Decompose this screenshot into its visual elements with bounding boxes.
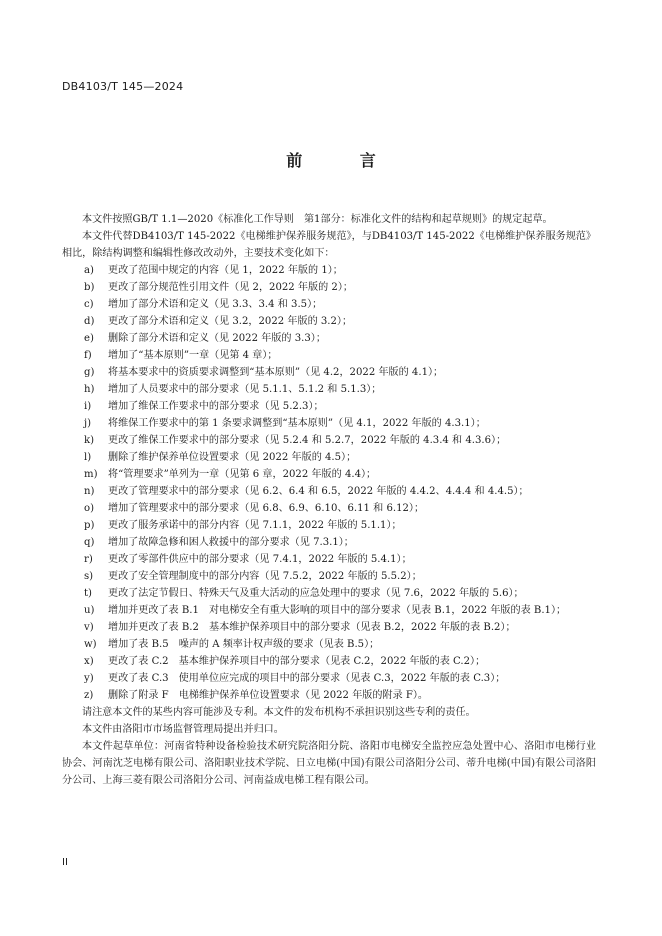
- list-marker: n): [84, 486, 95, 497]
- list-marker: u): [84, 605, 95, 616]
- list-item: [62, 330, 596, 347]
- list-item: [62, 619, 596, 636]
- list-marker: z): [84, 690, 94, 701]
- list-item-text: 更改了零部件供应中的部分要求（见 7.4.1，2022 年版的 5.4.1）；: [108, 554, 412, 565]
- list-item: [62, 313, 596, 330]
- list-marker: i): [84, 401, 92, 412]
- list-marker: t): [84, 588, 92, 599]
- list-marker: c): [84, 299, 94, 310]
- list-marker: a): [84, 265, 94, 276]
- list-marker: m): [84, 469, 98, 480]
- list-item: [62, 500, 596, 517]
- list-marker: d): [84, 316, 95, 327]
- list-item: [62, 602, 596, 619]
- list-marker: b): [84, 282, 95, 293]
- list-item: [62, 449, 596, 466]
- list-item-text: 增加了故障急修和困人救援中的部分要求（见 7.3.1）；: [108, 537, 354, 548]
- list-item: [62, 568, 596, 585]
- list-item-text: 增加了维保工作要求中的部分要求（见 5.2.3）；: [108, 401, 324, 412]
- list-item: [62, 653, 596, 670]
- list-item-text: 增加并更改了表 B.1 对电梯安全有重大影响的项目中的部分要求（见表 B.1，2022 年版的表 B.1）；: [108, 605, 567, 616]
- list-item: [62, 466, 596, 483]
- list-marker: l): [84, 452, 92, 463]
- list-item-text: 将基本要求中的资质要求调整到“基本原则”（见 4.2，2022 年版的 4.1）；: [108, 367, 444, 378]
- document-body: [62, 211, 596, 789]
- list-item-text: 更改了部分规范性引用文件（见 2，2022 年版的 2）；: [108, 282, 353, 293]
- list-item-text: 增加了“基本原则”一章（见第 4 章）；: [108, 350, 278, 361]
- list-item-text: 更改了维保工作要求中的部分要求（见 5.2.4 和 5.2.7，2022 年版的 4.3.4 和 4.3.6）；: [108, 435, 507, 446]
- intro-paragraph: 本文件代替DB4103/T 145-2022《电梯维护保养服务规范》，与DB4103/T 145-2022《电梯维护保养服务规范》相比，除结构调整和编辑性修改改动外，主要技术变化如下：: [62, 231, 596, 259]
- list-item: [62, 398, 596, 415]
- list-item: [62, 432, 596, 449]
- list-item: [62, 347, 596, 364]
- list-marker: e): [84, 333, 94, 344]
- list-item-text: 更改了法定节假日、特殊天气及重大活动的应急处理中的要求（见 7.6，2022 年版的 5.6）；: [108, 588, 524, 599]
- list-item: [62, 415, 596, 432]
- list-item-text: 删除了维护保养单位设置要求（见 2022 年版的 4.5）；: [108, 452, 357, 463]
- list-item-text: 增加了管理要求中的部分要求（见 6.8、6.9、6.10、6.11 和 6.12）；: [108, 503, 425, 514]
- list-item: [62, 296, 596, 313]
- patent-notice: 请注意本文件的某些内容可能涉及专利。本文件的发布机构不承担识别这些专利的责任。: [82, 707, 476, 718]
- list-item-text: 更改了部分术语和定义（见 3.2，2022 年版的 3.2）；: [108, 316, 353, 327]
- list-item: [62, 279, 596, 296]
- list-item-text: 更改了表 C.2 基本维护保养项目中的部分要求（见表 C.2，2022 年版的表 C.2）；: [108, 656, 486, 667]
- list-item-text: 删除了附录 F 电梯维护保养单位设置要求（见 2022 年版的附录 F）。: [108, 690, 429, 701]
- list-item-text: 增加了人员要求中的部分要求（见 5.1.1、5.1.2 和 5.1.3）；: [108, 384, 382, 395]
- list-marker: w): [84, 639, 97, 650]
- list-marker: j): [84, 418, 92, 429]
- list-item-text: 增加了部分术语和定义（见 3.3、3.4 和 3.5）；: [108, 299, 323, 310]
- list-marker: k): [84, 435, 95, 446]
- list-marker: v): [84, 622, 94, 633]
- list-item-text: 更改了服务承诺中的部分内容（见 7.1.1，2022 年版的 5.1.1）；: [108, 520, 402, 531]
- list-marker: q): [84, 537, 95, 548]
- list-item-text: 将“管理要求”单列为一章（见第 6 章，2022 年版的 4.4）；: [108, 469, 377, 480]
- list-item-text: 更改了安全管理制度中的部分内容（见 7.5.2，2022 年版的 5.5.2）；: [108, 571, 422, 582]
- list-item-text: 更改了管理要求中的部分要求（见 6.2、6.4 和 6.5，2022 年版的 4.4.2、4.4.4 和 4.4.5）；: [108, 486, 529, 497]
- list-marker: x): [84, 656, 94, 667]
- list-item: [62, 534, 596, 551]
- list-item-text: 增加并更改了表 B.2 基本维护保养项目中的部分要求（见表 B.2，2022 年版的表 B.2）；: [108, 622, 516, 633]
- list-item: [62, 687, 596, 704]
- list-item: [62, 585, 596, 602]
- list-marker: o): [84, 503, 95, 514]
- list-marker: y): [84, 673, 94, 684]
- list-item-text: 增加了表 B.5 噪声的 A 频率计权声级的要求（见表 B.5）；: [108, 639, 380, 650]
- list-item: [62, 381, 596, 398]
- list-marker: s): [84, 571, 94, 582]
- intro-paragraph: 本文件按照GB/T 1.1—2020《标准化工作导则 第1部分：标准化文件的结构和起草规则》的规定起草。: [82, 214, 553, 225]
- list-item: [62, 551, 596, 568]
- list-item: [62, 517, 596, 534]
- list-marker: h): [84, 384, 95, 395]
- document-code: DB4103/T 145—2024: [62, 80, 184, 93]
- page-title: 前 言: [286, 151, 402, 170]
- list-marker: f): [84, 350, 92, 361]
- list-item-text: 更改了表 C.3 使用单位应完成的项目中的部分要求（见表 C.3，2022 年版的表 C.3）；: [108, 673, 506, 684]
- list-marker: p): [84, 520, 95, 531]
- list-item: [62, 483, 596, 500]
- drafting-units: 本文件起草单位：河南省特种设备检验技术研究院洛阳分院、洛阳市电梯安全监控应急处置中心、洛阳市电梯行业协会、河南沈芝电梯有限公司、洛阳职业技术学院、日立电梯(中国)有限公司洛阳分公司、蒂升电梯(中国)有限公司洛阳分公司、上海三菱有限公司洛阳分公司、河南益成电梯工程有限公司。: [62, 741, 596, 786]
- list-marker: r): [84, 554, 93, 565]
- page-number: II: [62, 857, 68, 868]
- list-item-text: 删除了部分术语和定义（见 2022 年版的 3.3）；: [108, 333, 326, 344]
- list-item-text: 将维保工作要求中的第 1 条要求调整到“基本原则”（见 4.1，2022 年版的 4.3.1）；: [108, 418, 486, 429]
- proposer-statement: 本文件由洛阳市市场监督管理局提出并归口。: [82, 724, 284, 735]
- list-item: [62, 636, 596, 653]
- list-item: [62, 670, 596, 687]
- change-list: [62, 262, 596, 704]
- list-item: [62, 262, 596, 279]
- list-item: [62, 364, 596, 381]
- list-marker: g): [84, 367, 95, 378]
- list-item-text: 更改了范围中规定的内容（见 1，2022 年版的 1）；: [108, 265, 343, 276]
